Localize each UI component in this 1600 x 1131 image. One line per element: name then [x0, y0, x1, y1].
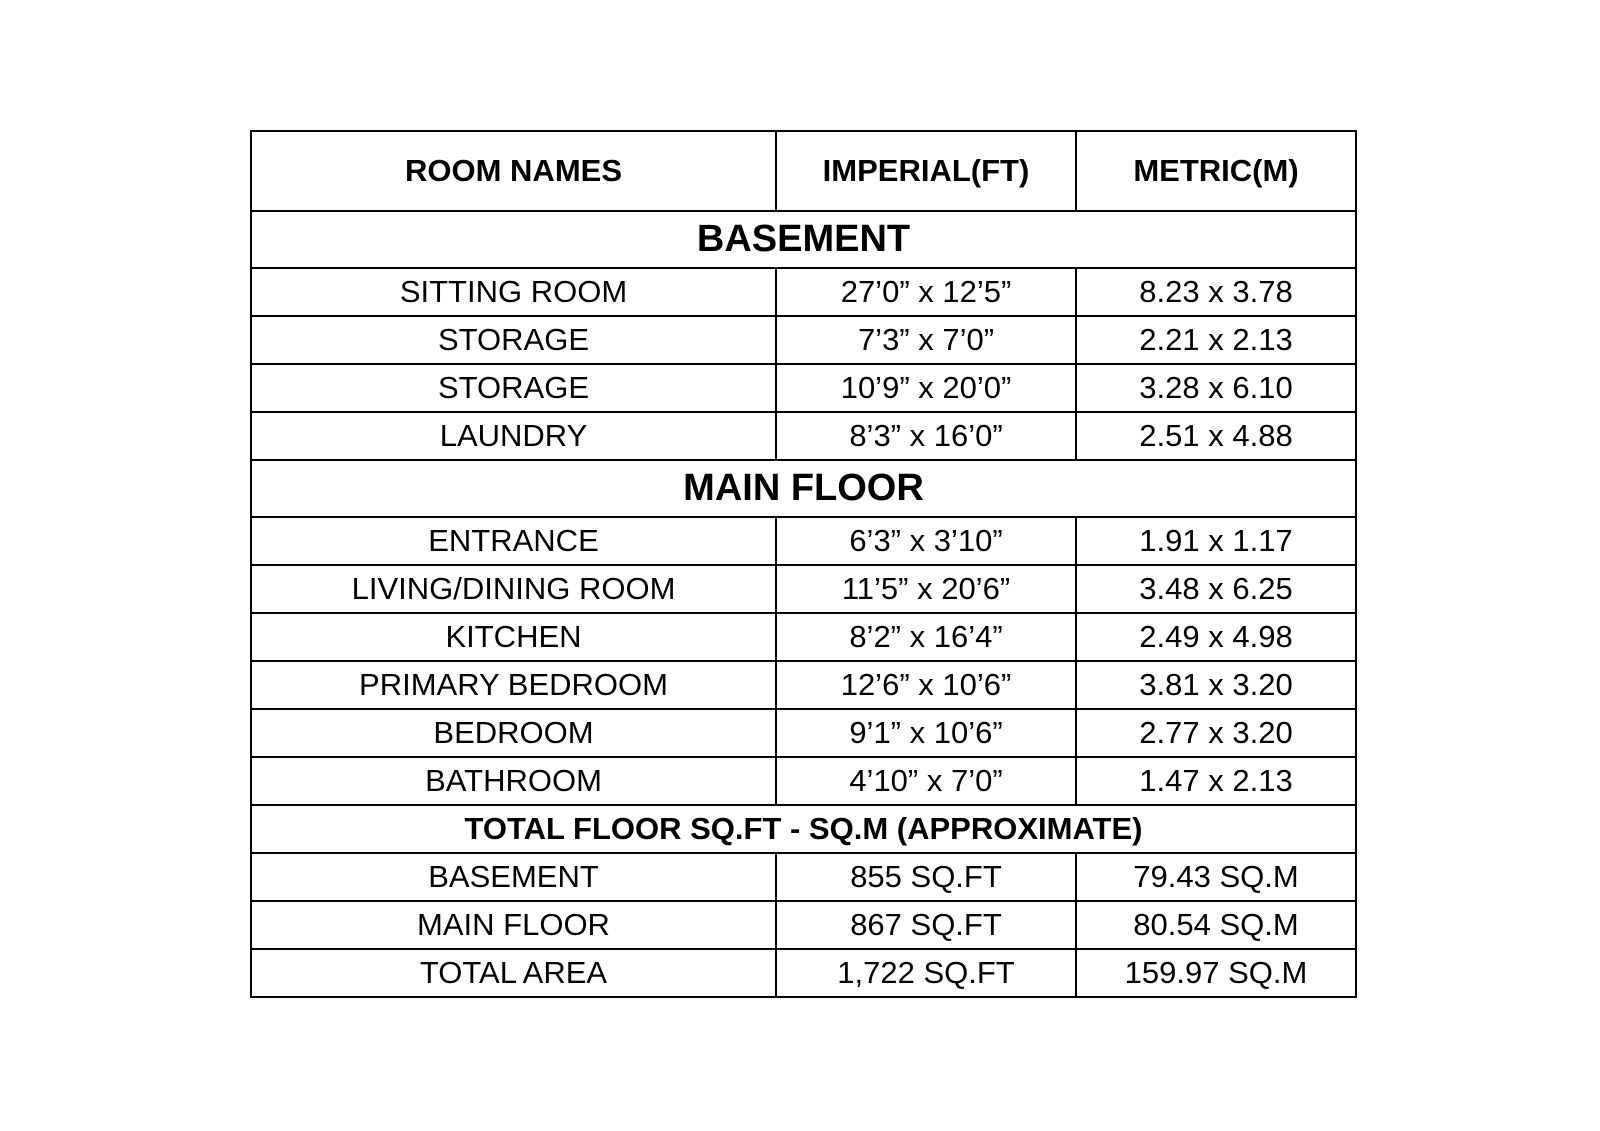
- header-row: [251, 131, 1356, 211]
- imperial-dimension: 6’3” x 3’10”: [776, 517, 1076, 565]
- metric-dimension: 8.23 x 3.78: [1076, 268, 1356, 316]
- metric-dimension: 3.81 x 3.20: [1076, 661, 1356, 709]
- imperial-dimension: 7’3” x 7’0”: [776, 316, 1076, 364]
- room-name: PRIMARY BEDROOM: [251, 661, 776, 709]
- total-imperial: 855 SQ.FT: [776, 853, 1076, 901]
- metric-dimension: 3.48 x 6.25: [1076, 565, 1356, 613]
- room-name: BATHROOM: [251, 757, 776, 805]
- table-row: [251, 517, 1356, 565]
- section-title-basement: BASEMENT: [251, 211, 1356, 268]
- metric-dimension: 2.21 x 2.13: [1076, 316, 1356, 364]
- total-label: TOTAL AREA: [251, 949, 776, 997]
- table-row: [251, 949, 1356, 997]
- table-row: [251, 901, 1356, 949]
- room-name: KITCHEN: [251, 613, 776, 661]
- metric-dimension: 1.91 x 1.17: [1076, 517, 1356, 565]
- totals-heading-row: [251, 805, 1356, 853]
- imperial-dimension: 27’0” x 12’5”: [776, 268, 1076, 316]
- table-row: [251, 316, 1356, 364]
- total-imperial: 1,722 SQ.FT: [776, 949, 1076, 997]
- metric-dimension: 2.51 x 4.88: [1076, 412, 1356, 460]
- imperial-dimension: 10’9” x 20’0”: [776, 364, 1076, 412]
- total-metric: 79.43 SQ.M: [1076, 853, 1356, 901]
- room-dimensions-sheet: [250, 130, 1355, 998]
- metric-dimension: 2.49 x 4.98: [1076, 613, 1356, 661]
- table-row: [251, 268, 1356, 316]
- header-room-names: ROOM NAMES: [251, 131, 776, 211]
- table-row: [251, 412, 1356, 460]
- total-imperial: 867 SQ.FT: [776, 901, 1076, 949]
- imperial-dimension: 4’10” x 7’0”: [776, 757, 1076, 805]
- total-label: BASEMENT: [251, 853, 776, 901]
- total-metric: 80.54 SQ.M: [1076, 901, 1356, 949]
- metric-dimension: 3.28 x 6.10: [1076, 364, 1356, 412]
- table-row: [251, 853, 1356, 901]
- header-metric: METRIC(M): [1076, 131, 1356, 211]
- imperial-dimension: 11’5” x 20’6”: [776, 565, 1076, 613]
- table-row: [251, 709, 1356, 757]
- room-name: LIVING/DINING ROOM: [251, 565, 776, 613]
- table-row: [251, 364, 1356, 412]
- table-row: [251, 757, 1356, 805]
- imperial-dimension: 8’3” x 16’0”: [776, 412, 1076, 460]
- room-name: BEDROOM: [251, 709, 776, 757]
- section-heading-row: [251, 211, 1356, 268]
- room-name: ENTRANCE: [251, 517, 776, 565]
- imperial-dimension: 12’6” x 10’6”: [776, 661, 1076, 709]
- table-row: [251, 661, 1356, 709]
- header-imperial: IMPERIAL(FT): [776, 131, 1076, 211]
- room-name: STORAGE: [251, 316, 776, 364]
- section-title-main-floor: MAIN FLOOR: [251, 460, 1356, 517]
- total-label: MAIN FLOOR: [251, 901, 776, 949]
- room-dimensions-table: [250, 130, 1357, 998]
- section-heading-row: [251, 460, 1356, 517]
- room-name: STORAGE: [251, 364, 776, 412]
- table-row: [251, 565, 1356, 613]
- table-row: [251, 613, 1356, 661]
- room-name: LAUNDRY: [251, 412, 776, 460]
- total-metric: 159.97 SQ.M: [1076, 949, 1356, 997]
- metric-dimension: 1.47 x 2.13: [1076, 757, 1356, 805]
- room-name: SITTING ROOM: [251, 268, 776, 316]
- metric-dimension: 2.77 x 3.20: [1076, 709, 1356, 757]
- imperial-dimension: 9’1” x 10’6”: [776, 709, 1076, 757]
- imperial-dimension: 8’2” x 16’4”: [776, 613, 1076, 661]
- totals-title: TOTAL FLOOR SQ.FT - SQ.M (APPROXIMATE): [251, 805, 1356, 853]
